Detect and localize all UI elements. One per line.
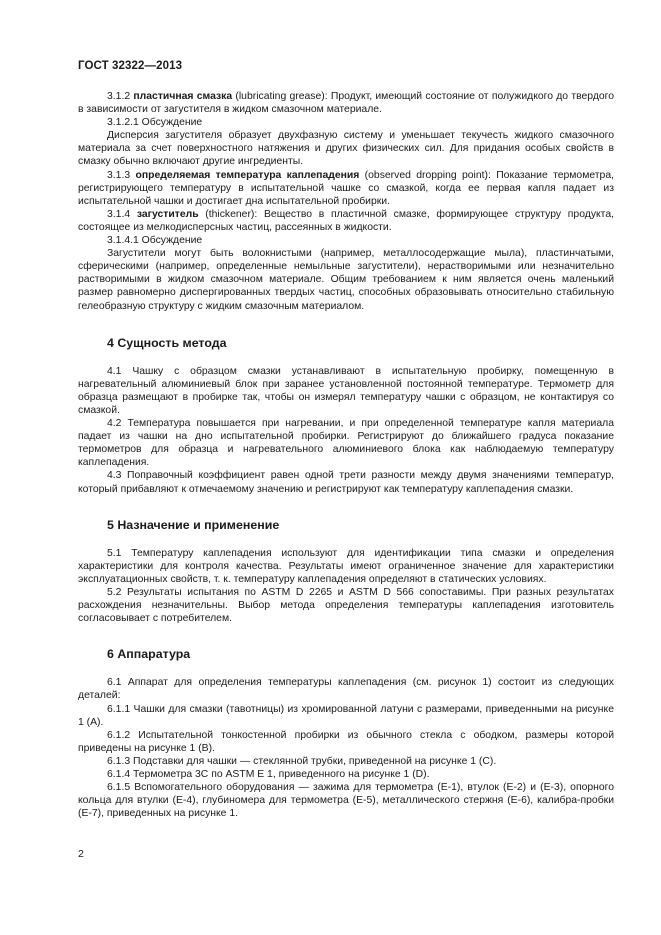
page-body <box>78 90 614 820</box>
clause-3-1-3 <box>78 169 614 208</box>
clause-4-1: 4.1 Чашку с образцом смазки устанавливают в испытательную пробирку, помещенную в нагревательный алюминиевый блок при заранее установленной постоянной температуре. Термометр для образца размещают в пробирке так, чтобы он измерял температуру чашки с образцом, не контактируя со смазкой. <box>78 365 614 416</box>
clause-6-1-2: 6.1.2 Испытательной тонкостенной пробирки из обычного стекла с ободком, размеры которой приведены на рисунке 1 (В). <box>78 729 614 754</box>
clause-3-1-2 <box>78 90 614 116</box>
section-5-title: 5 Назначение и применение <box>107 517 280 532</box>
section-6-title: 6 Аппаратура <box>107 647 191 662</box>
clause-3-1-2-1-text: Дисперсия загустителя образует двухфазную систему и уменьшает текучесть жидкого смазочного материала за счет поверхностного натяжения и других физических сил. Для придания особых свойств в смазку обычно включают другие ингредиенты. <box>78 130 614 168</box>
clause-6-1-5: 6.1.5 Вспомогательного оборудования — зажима для термометра (Е-1), втулок (Е-2) и (Е-3), опорного кольца для втулки (Е-4), глубиномера для термометра (Е-5), металлического стержня (Е-6), калибра-пробки (Е-7), приведенных на рисунке 1. <box>78 782 614 820</box>
clause-6-1: 6.1 Аппарат для определения температуры каплепадения (см. рисунок 1) состоит из следующих деталей: <box>78 677 614 702</box>
term-definition: : Показание термометра, регистрирующего температуру в испытательной чашке со смазкой, когда ее первая капля падает из испытательной чашки и достигает дна испытательной пробирки. <box>78 169 614 207</box>
term-definition: : Продукт, имеющий состояние от полужидкого до твердого в зависимости от загустителя в жидком смазочном материале. <box>78 91 615 116</box>
term-definition: : Вещество в пластичной смазке, формирующее структуру продукта, состоящее из мелкодисперсных частиц, рассеянных в жидкости. <box>78 208 614 233</box>
page-number: 2 <box>78 848 84 860</box>
clause-6-1-4: 6.1.4 Термометра 3С по ASTM Е 1, приведенного на рисунке 1 (D). <box>107 769 430 781</box>
clause-number: 3.1.3 <box>107 169 131 181</box>
clause-3-1-4-1-heading: 3.1.4.1 Обсуждение <box>107 235 203 247</box>
clause-3-1-4-1-text: Загустители могут быть волокнистыми (например, металлосодержащие мыла), пластинчатыми, сферическими (например, определенные немыльные загустители), нерастворимыми или незначительно растворимыми в жидком смазочном материале. Общим требованием к ним является очень маленький размер равномерно диспергированных твердых частиц, способных образовывать относительно стабильную гелеобразную структуру с жидким смазочным материалом. <box>78 248 614 312</box>
term-english: (lubricating grease) <box>235 91 325 102</box>
clause-4-2: 4.2 Температура повышается при нагревании, и при определенной температуре капля материала падает из чашки на дно испытательной пробирки. Регистрируют до ближайшего градуса показание термометров для образца и нагревательного алюминиевого блока как наблюдаемую температуру каплепадения. <box>78 418 614 469</box>
term-english: (observed dropping point) <box>364 169 488 181</box>
clause-6-1-3: 6.1.3 Подставки для чашки — стеклянной трубки, приведенной на рисунке 1 (С). <box>107 755 497 767</box>
clause-3-1-2-1-heading: 3.1.2.1 Обсуждение <box>107 117 203 129</box>
term-english: (thickener) <box>205 208 255 220</box>
clause-5-1: 5.1 Температуру каплепадения используют для идентификации типа смазки и определения характеристики для контроля качества. Результаты имеют ограниченное значение для характеристики эксплуатационных свойств, т. к. температуру каплепадения определяют в статических условиях. <box>78 547 614 585</box>
standard-designation: ГОСТ 32322—2013 <box>78 60 183 72</box>
term-bold: пластичная смазка <box>133 91 233 102</box>
clause-number: 3.1.2 <box>107 91 131 102</box>
clause-5-2: 5.2 Результаты испытания по ASTM D 2265 и ASTM D 566 сопоставимы. При разных результатах расхождения незначительны. Выбор метода определения температуры каплепадения изготовитель согласовывает с потребителем. <box>78 587 614 625</box>
clause-3-1-4 <box>78 208 614 234</box>
term-bold: загуститель <box>136 208 199 220</box>
term-bold: определяемая температура каплепадения <box>135 169 360 181</box>
clause-number: 3.1.4 <box>107 208 131 220</box>
clause-6-1-1: 6.1.1 Чашки для смазки (тавотницы) из хромированной латуни с размерами, приведенными на рисунке 1 (А). <box>78 703 614 728</box>
clause-4-3: 4.3 Поправочный коэффициент равен одной трети разности между двумя значениями температур, который прибавляют к отмечаемому значению и регистрируют как температуру каплепадения смазки. <box>78 470 614 495</box>
section-4-title: 4 Сущность метода <box>107 335 227 350</box>
